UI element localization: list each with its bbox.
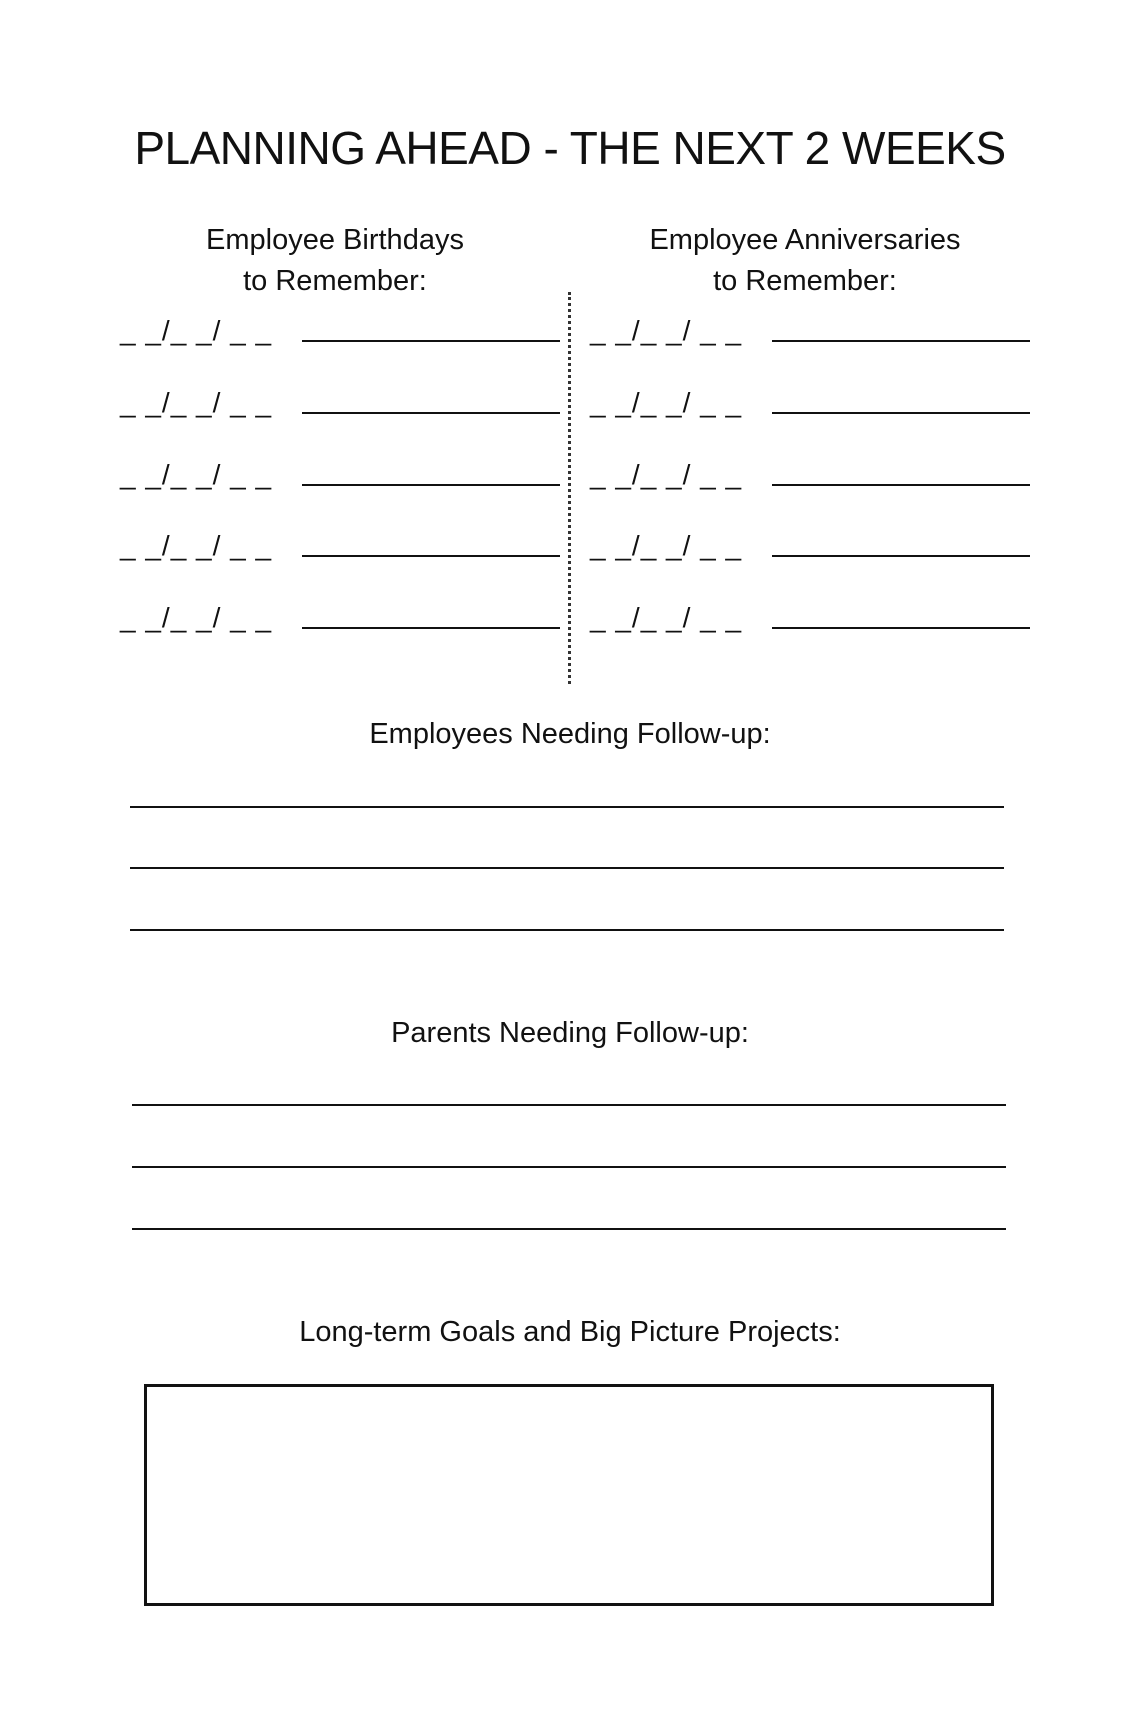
- birthdays-heading-line1: Employee Birthdays: [206, 224, 464, 256]
- anniversary-entry[interactable]: [590, 378, 1030, 418]
- birthday-date-blank[interactable]: _ _/_ _/ _ _: [120, 459, 273, 490]
- birthday-name-line[interactable]: [302, 484, 560, 486]
- birthday-date-blank[interactable]: _ _/_ _/ _ _: [120, 530, 273, 561]
- parents-followup-line[interactable]: [132, 1166, 1006, 1168]
- anniversary-name-line[interactable]: [772, 627, 1030, 629]
- anniversary-name-line[interactable]: [772, 340, 1030, 342]
- employees-followup-line[interactable]: [130, 806, 1004, 808]
- parents-followup-line[interactable]: [132, 1228, 1006, 1230]
- birthdays-heading-line2: to Remember:: [243, 265, 427, 297]
- anniversary-entry[interactable]: [590, 593, 1030, 633]
- anniversaries-heading-line1: Employee Anniversaries: [649, 224, 961, 256]
- birthday-entry[interactable]: [120, 593, 560, 633]
- employees-followup-line[interactable]: [130, 867, 1004, 869]
- page-title: PLANNING AHEAD - THE NEXT 2 WEEKS: [134, 122, 1006, 174]
- anniversary-entry[interactable]: [590, 306, 1030, 346]
- anniversary-date-blank[interactable]: _ _/_ _/ _ _: [590, 459, 743, 490]
- birthday-entry[interactable]: [120, 306, 560, 346]
- anniversary-entry[interactable]: [590, 450, 1030, 490]
- anniversaries-heading: [575, 220, 1035, 302]
- anniversaries-heading-line2: to Remember:: [713, 265, 897, 297]
- employees-followup-heading: Employees Needing Follow-up:: [369, 718, 771, 750]
- birthday-entry[interactable]: [120, 378, 560, 418]
- birthdays-heading: [105, 220, 565, 302]
- birthday-date-blank[interactable]: _ _/_ _/ _ _: [120, 602, 273, 633]
- birthday-date-blank[interactable]: _ _/_ _/ _ _: [120, 387, 273, 418]
- anniversary-name-line[interactable]: [772, 412, 1030, 414]
- birthday-date-blank[interactable]: _ _/_ _/ _ _: [120, 315, 273, 346]
- goals-heading: Long-term Goals and Big Picture Projects:: [299, 1316, 841, 1348]
- birthday-name-line[interactable]: [302, 555, 560, 557]
- anniversary-name-line[interactable]: [772, 555, 1030, 557]
- parents-followup-heading: Parents Needing Follow-up:: [391, 1017, 749, 1049]
- birthday-name-line[interactable]: [302, 627, 560, 629]
- birthday-entry[interactable]: [120, 450, 560, 490]
- anniversary-date-blank[interactable]: _ _/_ _/ _ _: [590, 530, 743, 561]
- anniversary-name-line[interactable]: [772, 484, 1030, 486]
- employees-followup-line[interactable]: [130, 929, 1004, 931]
- anniversary-date-blank[interactable]: _ _/_ _/ _ _: [590, 602, 743, 633]
- anniversary-entry[interactable]: [590, 521, 1030, 561]
- anniversary-date-blank[interactable]: _ _/_ _/ _ _: [590, 387, 743, 418]
- column-divider: [568, 292, 571, 684]
- birthday-name-line[interactable]: [302, 412, 560, 414]
- goals-box[interactable]: [144, 1384, 994, 1606]
- parents-followup-line[interactable]: [132, 1104, 1006, 1106]
- birthday-entry[interactable]: [120, 521, 560, 561]
- birthday-name-line[interactable]: [302, 340, 560, 342]
- anniversary-date-blank[interactable]: _ _/_ _/ _ _: [590, 315, 743, 346]
